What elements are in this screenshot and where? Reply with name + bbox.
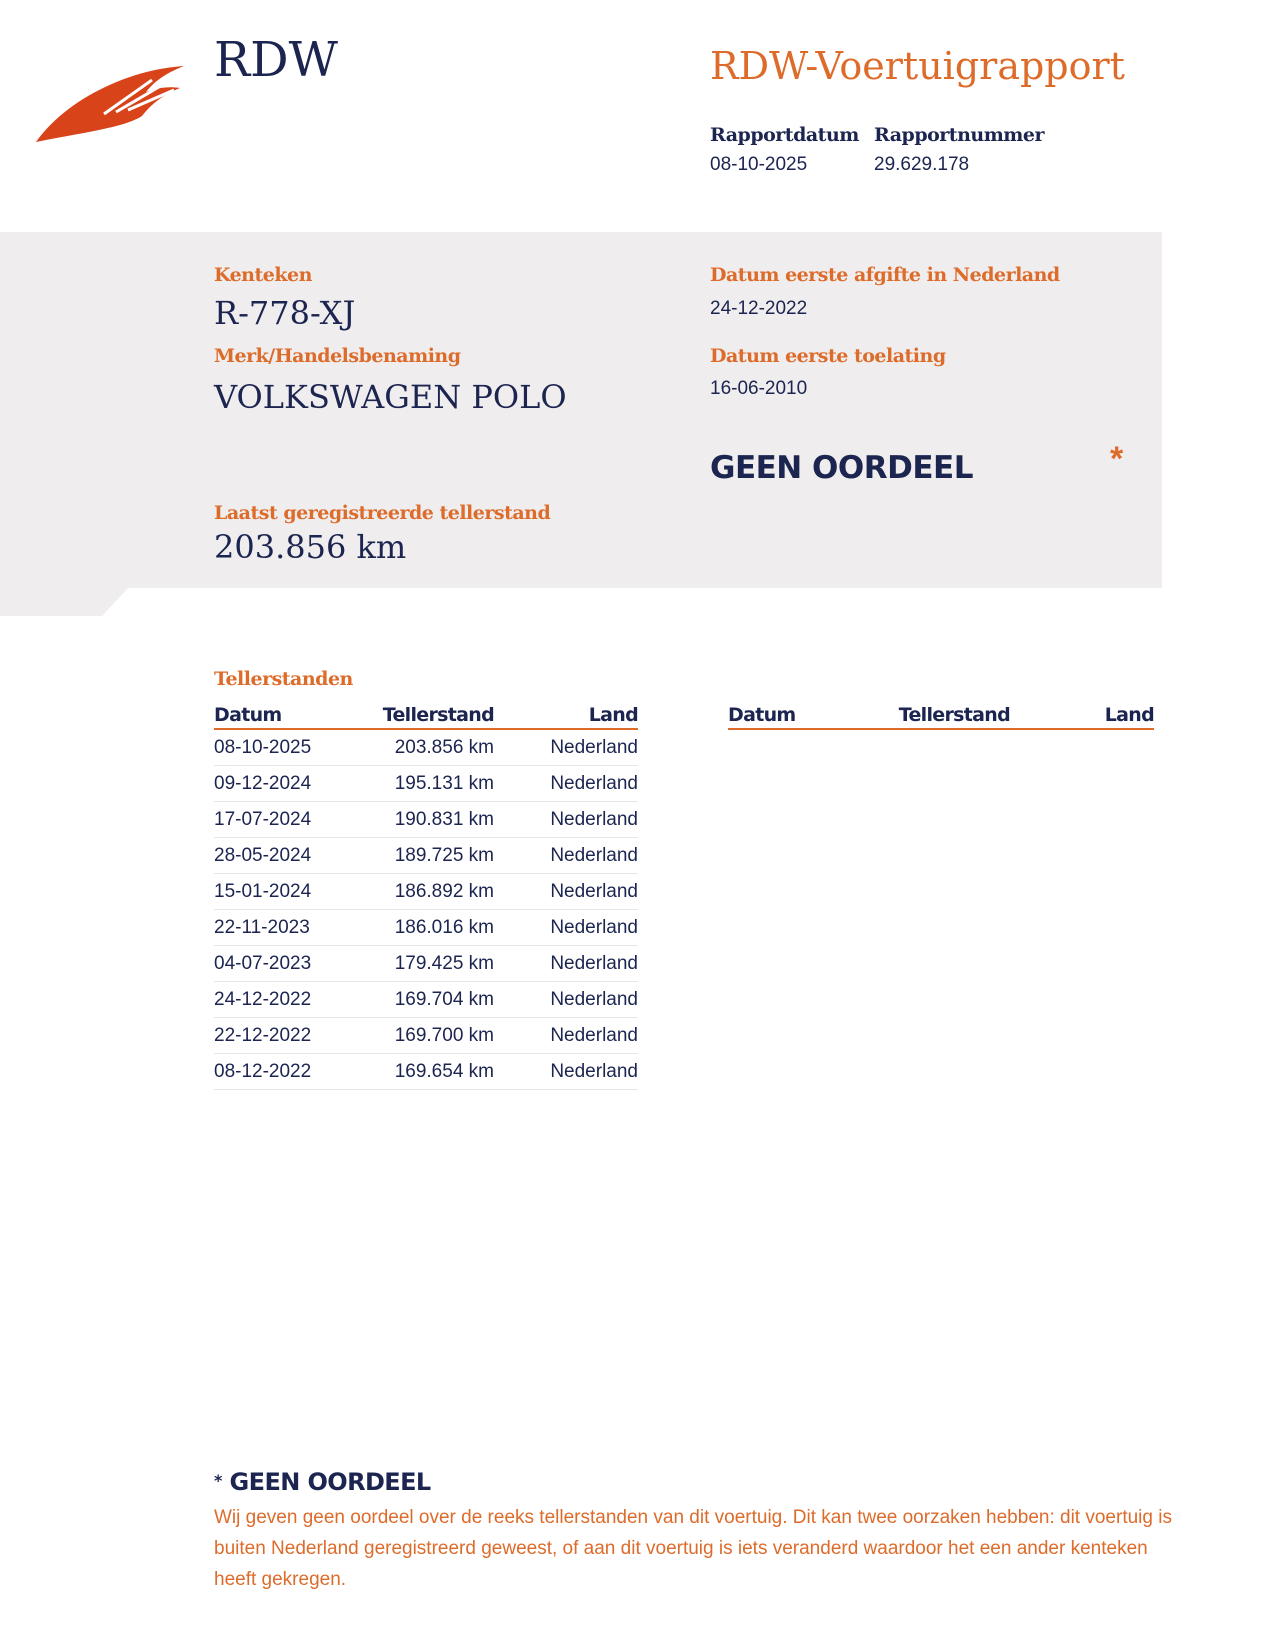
tellerstand-label: Laatst geregistreerde tellerstand xyxy=(214,502,551,524)
cell-land: Nederland xyxy=(550,772,638,794)
footnote-heading: GEEN OORDEEL xyxy=(229,1468,431,1496)
header-land: Land xyxy=(1104,704,1154,726)
toelating-value: 16-06-2010 xyxy=(710,378,808,399)
toelating-label: Datum eerste toelating xyxy=(710,345,946,367)
tellerstand-value: 203.856 km xyxy=(214,528,407,566)
rapportdatum xyxy=(710,124,859,176)
cell-datum: 15-01-2024 xyxy=(214,880,312,902)
merk-label: Merk/Handelsbenaming xyxy=(214,345,461,367)
header-datum: Datum xyxy=(728,704,796,726)
cell-land: Nederland xyxy=(550,736,638,758)
cell-datum: 17-07-2024 xyxy=(214,808,312,830)
table-row xyxy=(214,730,638,766)
cell-land: Nederland xyxy=(550,844,638,866)
table-row xyxy=(214,874,638,910)
cell-datum: 28-05-2024 xyxy=(214,844,312,866)
rapportnummer xyxy=(874,124,1044,176)
cell-land: Nederland xyxy=(550,988,638,1010)
cell-datum: 22-11-2023 xyxy=(214,916,310,938)
header-land: Land xyxy=(588,704,638,726)
table-row xyxy=(214,766,638,802)
afgifte-value: 24-12-2022 xyxy=(710,298,808,319)
cell-tellerstand: 169.704 km xyxy=(394,988,494,1010)
rapportnummer-value: 29.629.178 xyxy=(874,154,970,175)
cell-tellerstand: 189.725 km xyxy=(394,844,494,866)
cell-datum: 24-12-2022 xyxy=(214,988,312,1010)
cell-datum: 08-10-2025 xyxy=(214,736,312,758)
table-header xyxy=(728,698,1154,730)
rapportdatum-value: 08-10-2025 xyxy=(710,154,808,175)
cell-land: Nederland xyxy=(550,808,638,830)
cell-datum: 09-12-2024 xyxy=(214,772,312,794)
cell-tellerstand: 169.654 km xyxy=(394,1060,494,1082)
verdict-asterisk: * xyxy=(1110,440,1124,478)
cell-tellerstand: 190.831 km xyxy=(394,808,494,830)
kenteken-value: R-778-XJ xyxy=(214,294,356,332)
table-header xyxy=(214,698,638,730)
kenteken-label: Kenteken xyxy=(214,264,312,286)
cell-datum: 22-12-2022 xyxy=(214,1024,312,1046)
table-row xyxy=(214,1054,638,1090)
afgifte-label: Datum eerste afgifte in Nederland xyxy=(710,264,1060,286)
footnote-title xyxy=(214,1468,431,1496)
table-row xyxy=(214,910,638,946)
header-tellerstand: Tellerstand xyxy=(898,704,1010,726)
rapportdatum-label: Rapportdatum xyxy=(710,124,859,146)
table-row xyxy=(214,802,638,838)
verdict: GEEN OORDEEL xyxy=(710,450,973,486)
cell-tellerstand: 203.856 km xyxy=(394,736,494,758)
table-row xyxy=(214,946,638,982)
report-title: RDW-Voertuigrapport xyxy=(710,44,1125,88)
header-datum: Datum xyxy=(214,704,282,726)
footnote-asterisk: * xyxy=(214,1471,222,1490)
tellerstanden-table-2 xyxy=(728,698,1154,730)
table-row xyxy=(214,982,638,1018)
cell-tellerstand: 179.425 km xyxy=(394,952,494,974)
cell-datum: 04-07-2023 xyxy=(214,952,312,974)
cell-datum: 08-12-2022 xyxy=(214,1060,312,1082)
cell-tellerstand: 186.016 km xyxy=(394,916,494,938)
tellerstanden-title: Tellerstanden xyxy=(214,668,353,690)
cell-land: Nederland xyxy=(550,916,638,938)
table-row xyxy=(214,1018,638,1054)
tellerstanden-table xyxy=(214,698,638,1090)
cell-land: Nederland xyxy=(550,1024,638,1046)
cell-tellerstand: 169.700 km xyxy=(394,1024,494,1046)
cell-land: Nederland xyxy=(550,1060,638,1082)
rdw-logo-icon xyxy=(34,62,194,144)
table-row xyxy=(214,838,638,874)
footnote-text: Wij geven geen oordeel over de reeks tellerstanden van dit voertuig. Dit kan twee oorzaken hebben: dit voertuig is buiten Nederland geregistreerd geweest, of aan dit voertuig is iets veranderd waardoor het een ander kenteken heeft gekregen. xyxy=(214,1507,1172,1590)
summary-panel-corner xyxy=(0,588,128,616)
cell-tellerstand: 195.131 km xyxy=(394,772,494,794)
cell-land: Nederland xyxy=(550,952,638,974)
merk-value: VOLKSWAGEN POLO xyxy=(214,378,567,416)
cell-land: Nederland xyxy=(550,880,638,902)
cell-tellerstand: 186.892 km xyxy=(394,880,494,902)
rapportnummer-label: Rapportnummer xyxy=(874,124,1045,146)
brand-name: RDW xyxy=(214,32,338,88)
header-tellerstand: Tellerstand xyxy=(382,704,494,726)
